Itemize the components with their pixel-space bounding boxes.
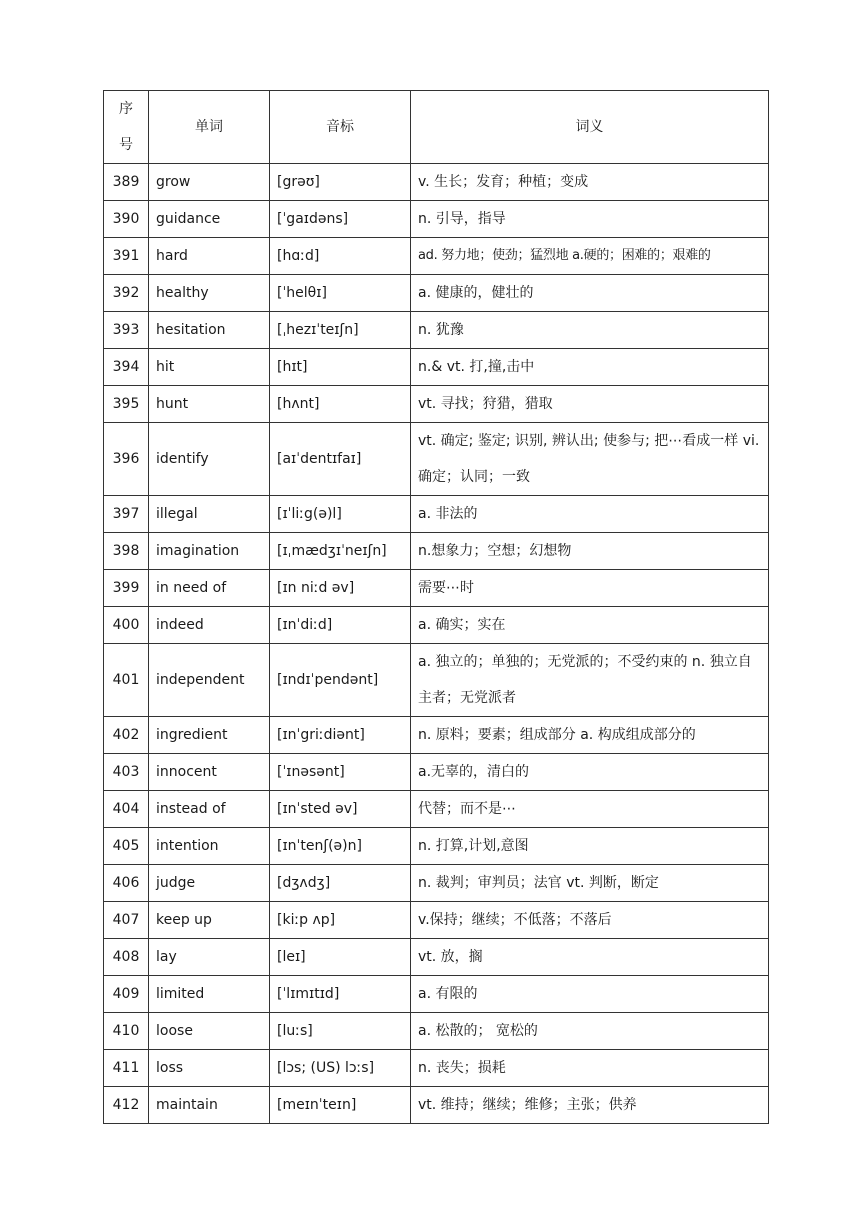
row-phonetic: [ɪnˈgriːdiənt] [270,717,411,754]
row-meaning: v. 生长；发育；种植；变成 [411,164,769,201]
row-meaning: n. 犹豫 [411,312,769,349]
row-number: 411 [104,1050,149,1087]
row-phonetic: [dʒʌdʒ] [270,865,411,902]
row-meaning: n. 裁判；审判员；法官 vt. 判断，断定 [411,865,769,902]
header-number-line2: 号 [119,137,133,153]
row-word: grow [149,164,270,201]
row-word: keep up [149,902,270,939]
row-word: limited [149,976,270,1013]
table-row [104,865,769,902]
row-word: intention [149,828,270,865]
row-number: 410 [104,1013,149,1050]
row-meaning: vt. 寻找；狩猎，猎取 [411,386,769,423]
row-phonetic: [ɪndɪˈpendənt] [270,644,411,717]
row-word: hunt [149,386,270,423]
row-phonetic: [hɑːd] [270,238,411,275]
row-word: imagination [149,533,270,570]
vocabulary-table [103,90,769,1124]
row-word: indeed [149,607,270,644]
row-phonetic: [ˈɪnəsənt] [270,754,411,791]
table-row [104,312,769,349]
row-meaning: vt. 维持；继续；维修；主张；供养 [411,1087,769,1124]
row-phonetic: [hʌnt] [270,386,411,423]
row-number: 404 [104,791,149,828]
row-phonetic: [kiːp ʌp] [270,902,411,939]
row-number: 396 [104,423,149,496]
header-word: 单词 [149,91,270,164]
row-meaning: n.想象力；空想；幻想物 [411,533,769,570]
row-number: 389 [104,164,149,201]
row-phonetic: [ˈgaɪdəns] [270,201,411,238]
row-meaning: 代替；而不是⋯ [411,791,769,828]
row-number: 398 [104,533,149,570]
table-row [104,939,769,976]
row-word: judge [149,865,270,902]
row-number: 391 [104,238,149,275]
row-phonetic: [ˈlɪmɪtɪd] [270,976,411,1013]
row-word: lay [149,939,270,976]
row-word: guidance [149,201,270,238]
row-meaning: n. 丧失；损耗 [411,1050,769,1087]
row-phonetic: [luːs] [270,1013,411,1050]
row-phonetic: [ˈhelθɪ] [270,275,411,312]
header-phonetic: 音标 [270,91,411,164]
row-meaning: v.保持；继续；不低落；不落后 [411,902,769,939]
row-number: 390 [104,201,149,238]
header-number-line1: 序 [119,101,133,117]
table-row [104,754,769,791]
row-meaning: a. 健康的，健壮的 [411,275,769,312]
table-row [104,570,769,607]
table-row [104,533,769,570]
table-row [104,423,769,496]
table-row [104,1013,769,1050]
row-number: 400 [104,607,149,644]
row-phonetic: [hɪt] [270,349,411,386]
table-row [104,1087,769,1124]
row-phonetic: [ɪnˈsted əv] [270,791,411,828]
row-number: 408 [104,939,149,976]
table-row [104,275,769,312]
table-row [104,496,769,533]
row-phonetic: [ɪˈliːg(ə)l] [270,496,411,533]
row-number: 403 [104,754,149,791]
table-row [104,201,769,238]
row-phonetic: [ɪnˈtenʃ(ə)n] [270,828,411,865]
row-number: 412 [104,1087,149,1124]
table-row [104,791,769,828]
row-number: 401 [104,644,149,717]
row-meaning: n.& vt. 打,撞,击中 [411,349,769,386]
row-word: illegal [149,496,270,533]
table-row [104,644,769,717]
row-meaning: n. 引导，指导 [411,201,769,238]
row-number: 399 [104,570,149,607]
row-word: ingredient [149,717,270,754]
row-phonetic: [ɪn niːd əv] [270,570,411,607]
row-number: 397 [104,496,149,533]
row-meaning: a. 松散的； 宽松的 [411,1013,769,1050]
row-number: 395 [104,386,149,423]
row-phonetic: [leɪ] [270,939,411,976]
row-number: 393 [104,312,149,349]
table-row [104,828,769,865]
table-row [104,902,769,939]
row-number: 402 [104,717,149,754]
table-row [104,349,769,386]
row-word: hard [149,238,270,275]
row-word: identify [149,423,270,496]
row-phonetic: [ɪnˈdiːd] [270,607,411,644]
row-meaning: a. 确实；实在 [411,607,769,644]
row-number: 394 [104,349,149,386]
table-row [104,1050,769,1087]
header-meaning: 词义 [411,91,769,164]
row-phonetic: [ɪˌmædʒɪˈneɪʃn] [270,533,411,570]
row-phonetic: [ˌhezɪˈteɪʃn] [270,312,411,349]
table-row [104,717,769,754]
row-meaning: n. 打算,计划,意图 [411,828,769,865]
row-phonetic: [aɪˈdentɪfaɪ] [270,423,411,496]
table-row [104,238,769,275]
row-meaning: ad. 努力地；使劲；猛烈地 a.硬的；困难的；艰难的 [411,238,769,275]
row-word: independent [149,644,270,717]
row-phonetic: [grəʊ] [270,164,411,201]
header-number [104,91,149,164]
table-row [104,607,769,644]
row-meaning: a. 有限的 [411,976,769,1013]
row-number: 406 [104,865,149,902]
row-word: maintain [149,1087,270,1124]
table-row [104,976,769,1013]
table-row [104,386,769,423]
row-meaning: n. 原料；要素；组成部分 a. 构成组成部分的 [411,717,769,754]
row-number: 405 [104,828,149,865]
row-phonetic: [meɪnˈteɪn] [270,1087,411,1124]
row-word: hesitation [149,312,270,349]
row-meaning: a. 非法的 [411,496,769,533]
row-meaning: a. 独立的；单独的；无党派的；不受约束的 n. 独立自主者；无党派者 [411,644,769,717]
row-meaning: vt. 确定; 鉴定; 识别, 辨认出; 使参与; 把⋯看成一样 vi. 确定；认同；一致 [411,423,769,496]
table-row [104,164,769,201]
row-word: loss [149,1050,270,1087]
row-number: 392 [104,275,149,312]
row-word: healthy [149,275,270,312]
row-word: loose [149,1013,270,1050]
row-word: instead of [149,791,270,828]
row-word: in need of [149,570,270,607]
row-meaning: 需要⋯时 [411,570,769,607]
row-meaning: vt. 放，搁 [411,939,769,976]
row-phonetic: [lɔs; (US) lɔːs] [270,1050,411,1087]
row-number: 407 [104,902,149,939]
table-header-row [104,91,769,164]
row-word: innocent [149,754,270,791]
row-word: hit [149,349,270,386]
row-number: 409 [104,976,149,1013]
row-meaning: a.无辜的，清白的 [411,754,769,791]
